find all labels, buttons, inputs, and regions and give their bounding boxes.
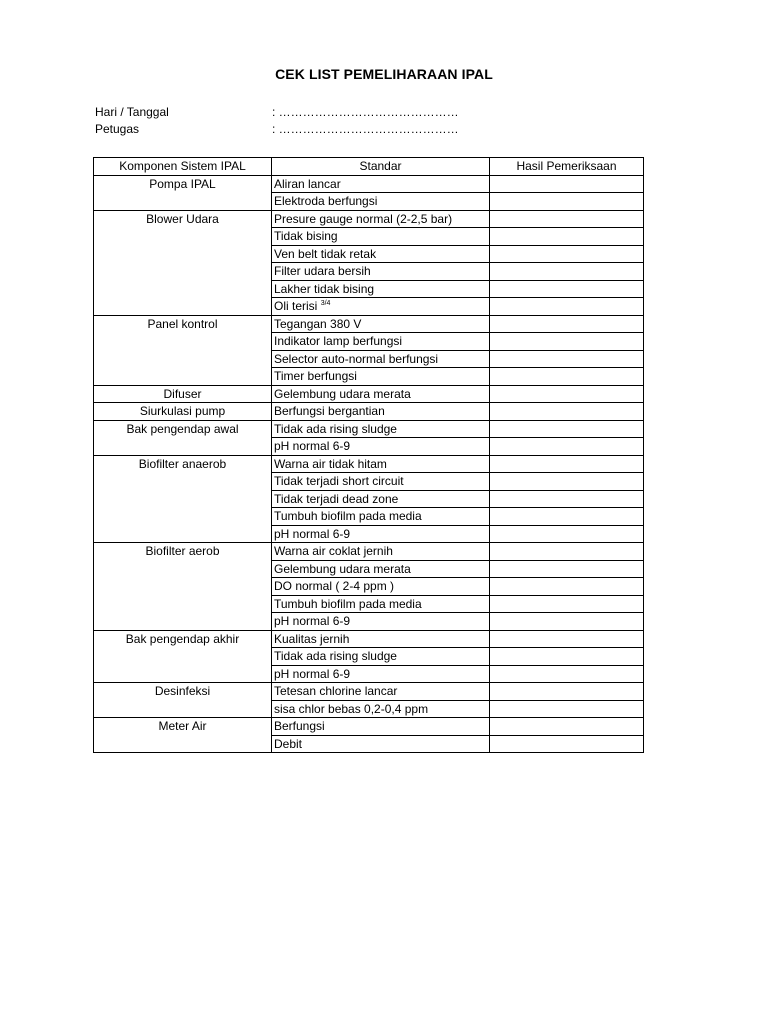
standard-cell — [272, 735, 490, 753]
result-cell[interactable] — [490, 735, 644, 753]
standard-cell — [272, 648, 490, 666]
result-cell[interactable] — [490, 630, 644, 648]
oli-superscript: 3/4 — [320, 300, 331, 307]
component-cell: Blower Udara — [94, 210, 272, 315]
result-cell[interactable] — [490, 245, 644, 263]
result-cell[interactable] — [490, 648, 644, 666]
standard-text: Tumbuh biofilm pada media — [274, 596, 422, 611]
standard-text: Berfungsi bergantian — [274, 404, 385, 418]
component-cell: Bak pengendap awal — [94, 420, 272, 455]
component-cell: Desinfeksi — [94, 683, 272, 718]
result-cell[interactable] — [490, 210, 644, 228]
standard-cell — [272, 578, 490, 596]
standard-cell — [272, 263, 490, 281]
table-row — [94, 385, 644, 403]
standard-text: Elektroda berfungsi — [274, 194, 378, 208]
result-cell[interactable] — [490, 683, 644, 701]
standard-cell — [272, 245, 490, 263]
standard-text: Selector auto-normal berfungsi — [274, 351, 439, 366]
standard-text: Tidak ada rising sludge — [274, 649, 397, 663]
header-komponen: Komponen Sistem IPAL — [94, 158, 272, 176]
standard-text: DO normal ( 2-4 ppm ) — [274, 579, 395, 593]
standard-text: Debit — [274, 736, 303, 751]
result-cell[interactable] — [490, 543, 644, 561]
standard-cell — [272, 473, 490, 491]
standard-cell — [272, 228, 490, 246]
standard-cell — [272, 665, 490, 683]
table-row — [94, 403, 644, 421]
standard-cell — [272, 368, 490, 386]
standard-text: Filter udara bersih — [274, 264, 371, 278]
result-cell[interactable] — [490, 315, 644, 333]
standard-cell — [272, 175, 490, 193]
standard-cell — [272, 420, 490, 438]
standard-cell — [272, 333, 490, 351]
standard-cell — [272, 210, 490, 228]
standard-cell — [272, 455, 490, 473]
standard-text: Berfungsi — [274, 719, 325, 733]
standard-text: Timer berfungsi — [274, 369, 357, 383]
component-cell: Panel kontrol — [94, 315, 272, 385]
document-title: CEK LIST PEMELIHARAAN IPAL — [275, 66, 493, 82]
standard-text: Indikator lamp berfungsi — [274, 334, 403, 348]
result-cell[interactable] — [490, 280, 644, 298]
result-cell[interactable] — [490, 490, 644, 508]
table-row — [94, 683, 644, 701]
standard-text: pH normal 6-9 — [274, 439, 351, 453]
standard-text: Tidak terjadi dead zone — [274, 491, 399, 506]
standard-cell — [272, 280, 490, 298]
result-cell[interactable] — [490, 700, 644, 718]
standard-cell — [272, 700, 490, 718]
result-cell[interactable] — [490, 298, 644, 316]
field-value[interactable]: : ……………………………………… — [272, 105, 459, 119]
checklist-table — [93, 157, 644, 753]
result-cell[interactable] — [490, 438, 644, 456]
result-cell[interactable] — [490, 193, 644, 211]
field-label: Hari / Tanggal — [95, 105, 169, 119]
result-cell[interactable] — [490, 525, 644, 543]
standard-text: pH normal 6-9 — [274, 666, 351, 681]
standard-cell — [272, 683, 490, 701]
standard-text: Tegangan 380 V — [274, 316, 362, 331]
component-cell: Pompa IPAL — [94, 175, 272, 210]
standard-cell — [272, 490, 490, 508]
header-hasil: Hasil Pemeriksaan — [490, 158, 644, 176]
result-cell[interactable] — [490, 403, 644, 421]
standard-cell — [272, 438, 490, 456]
standard-cell — [272, 718, 490, 736]
standard-cell — [272, 630, 490, 648]
standard-text: Presure gauge normal (2-2,5 bar) — [274, 211, 453, 226]
standard-cell — [272, 560, 490, 578]
component-cell: Biofilter anaerob — [94, 455, 272, 543]
result-cell[interactable] — [490, 718, 644, 736]
standard-cell — [272, 298, 490, 316]
field-value[interactable]: : ……………………………………… — [272, 122, 459, 136]
standard-cell — [272, 525, 490, 543]
standard-cell — [272, 613, 490, 631]
component-cell: Siurkulasi pump — [94, 403, 272, 421]
standard-cell — [272, 403, 490, 421]
component-cell: Biofilter aerob — [94, 543, 272, 631]
standard-text: Kualitas jernih — [274, 631, 350, 646]
standard-cell — [272, 595, 490, 613]
standard-cell — [272, 385, 490, 403]
field-label: Petugas — [95, 122, 140, 136]
result-cell[interactable] — [490, 420, 644, 438]
component-cell: Meter Air — [94, 718, 272, 753]
standard-text: Tidak bising — [274, 229, 338, 243]
standard-text: Warna air coklat jernih — [274, 544, 393, 558]
component-cell: Difuser — [94, 385, 272, 403]
standard-text: pH normal 6-9 — [274, 526, 351, 541]
result-cell[interactable] — [490, 350, 644, 368]
standard-text: Oli terisi — [274, 299, 318, 313]
standard-text: Tidak terjadi short circuit — [274, 474, 404, 488]
result-cell[interactable] — [490, 263, 644, 281]
table-row — [94, 718, 644, 736]
standard-cell — [272, 315, 490, 333]
standard-text: Tetesan chlorine lancar — [274, 684, 398, 698]
standard-text: Tidak ada rising sludge — [274, 421, 397, 436]
standard-text: Gelembung udara merata — [274, 561, 411, 576]
result-cell[interactable] — [490, 595, 644, 613]
component-cell: Bak pengendap akhir — [94, 630, 272, 683]
result-cell[interactable] — [490, 578, 644, 596]
table-row — [94, 630, 644, 648]
standard-text: Gelembung udara merata — [274, 386, 411, 401]
standard-cell — [272, 543, 490, 561]
result-cell[interactable] — [490, 228, 644, 246]
standard-cell — [272, 350, 490, 368]
table-body — [94, 175, 644, 753]
standard-text: Aliran lancar — [274, 176, 341, 191]
result-cell[interactable] — [490, 560, 644, 578]
result-cell[interactable] — [490, 455, 644, 473]
table-row — [94, 455, 644, 473]
standard-text: Lakher tidak bising — [274, 281, 375, 296]
header-standar: Standar — [272, 158, 490, 176]
result-cell[interactable] — [490, 613, 644, 631]
result-cell[interactable] — [490, 665, 644, 683]
result-cell[interactable] — [490, 175, 644, 193]
table-row — [94, 420, 644, 438]
result-cell[interactable] — [490, 368, 644, 386]
standard-cell — [272, 193, 490, 211]
result-cell[interactable] — [490, 508, 644, 526]
table-row — [94, 210, 644, 228]
result-cell[interactable] — [490, 473, 644, 491]
table-row — [94, 315, 644, 333]
table-row — [94, 543, 644, 561]
table-header-row — [94, 158, 644, 176]
table-row — [94, 175, 644, 193]
result-cell[interactable] — [490, 333, 644, 351]
standard-text: Tumbuh biofilm pada media — [274, 509, 422, 523]
standard-cell — [272, 508, 490, 526]
standard-text: Warna air tidak hitam — [274, 456, 387, 471]
result-cell[interactable] — [490, 385, 644, 403]
standard-text: pH normal 6-9 — [274, 614, 351, 628]
standard-text: sisa chlor bebas 0,2-0,4 ppm — [274, 701, 429, 716]
standard-text: Ven belt tidak retak — [274, 246, 377, 261]
